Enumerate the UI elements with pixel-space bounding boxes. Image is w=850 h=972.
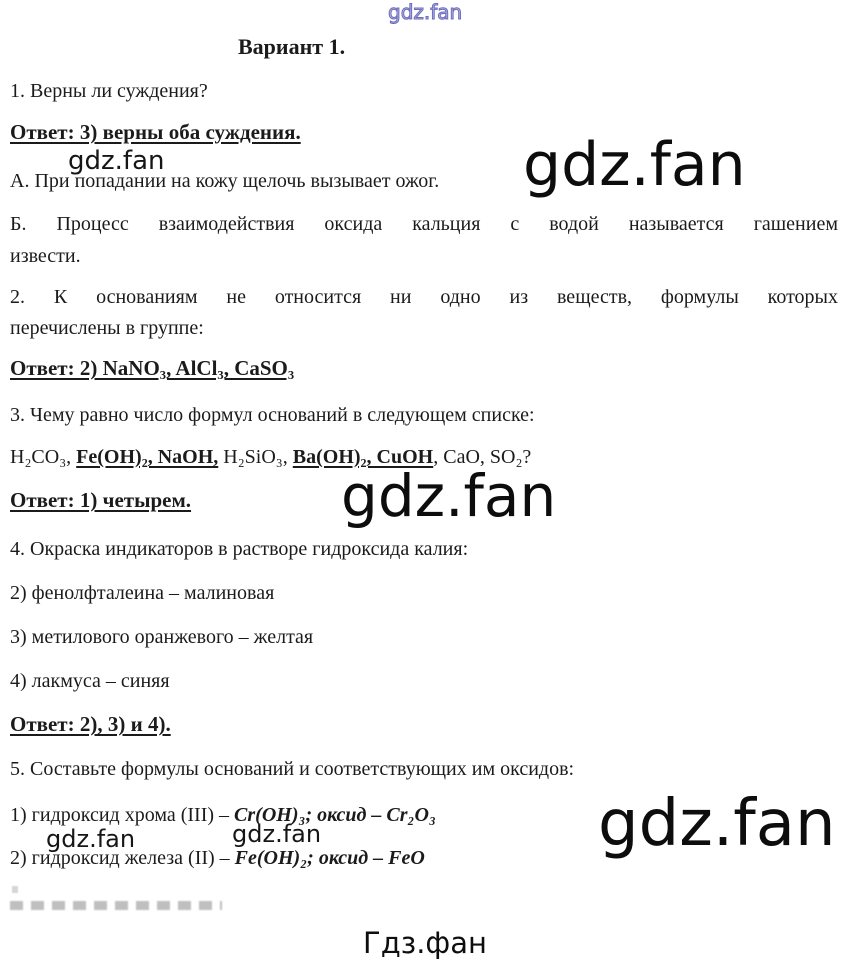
formula-segment-bold-underlined: Ba(OH)₂, CuOH: [292, 446, 434, 468]
answer-4: Ответ: 2), 3) и 4).: [10, 712, 171, 736]
footer-brand: Гдз.фан: [363, 926, 487, 960]
watermark-large-3: gdz.fan: [598, 787, 836, 861]
formula-segment-plain: H₂CO₃,: [10, 446, 77, 468]
scan-artifact-dot: [12, 886, 18, 893]
question-2-line1: 2. К основаниям не относится ни одно из веществ, формулы которых: [10, 286, 838, 308]
question-2-line2: перечислены в группе:: [10, 317, 204, 339]
question-1: 1. Верны ли суждения?: [10, 80, 208, 102]
item-formula: Fe(OH)₂; оксид – FeO: [234, 847, 425, 869]
watermark-large-2: gdz.fan: [341, 462, 557, 530]
question-3: 3. Чему равно число формул оснований в следующем списке:: [10, 404, 535, 426]
item-formula: Cr(OH)₃; оксид – Cr₂O₃: [234, 804, 436, 826]
question-4-option-4: 4) лакмуса – синяя: [10, 670, 170, 692]
formula-segment-bold-underlined: Fe(OH)₂, NaOH,: [76, 446, 219, 468]
page-title: Вариант 1.: [238, 34, 346, 59]
question-4-option-2: 2) фенолфталеина – малиновая: [10, 582, 275, 604]
answer-3: Ответ: 1) четырем.: [10, 488, 192, 512]
formula-segment-plain: H₂SiO₃,: [218, 446, 293, 468]
watermark-small-3: gdz.fan: [232, 820, 322, 848]
watermark-small-1: gdz.fan: [68, 146, 165, 176]
watermark-large-1: gdz.fan: [523, 130, 746, 200]
question-4: 4. Окраска индикаторов в растворе гидроксида калия:: [10, 538, 469, 560]
statement-b-line2: извести.: [10, 245, 81, 267]
question-4-option-3: 3) метилового оранжевого – желтая: [10, 626, 314, 648]
question-5: 5. Составьте формулы оснований и соответствующих им оксидов:: [10, 758, 575, 780]
answer-2: Ответ: 2) NaNO₃, AlCl₃, CaSO₃: [10, 356, 295, 380]
item-label: 1) гидроксид хрома (III) –: [10, 804, 235, 826]
statement-b-line1: Б. Процесс взаимодействия оксида кальция с водой называется гашением: [10, 213, 838, 235]
formula-segment-plain: , CaO, SO₂?: [433, 446, 532, 468]
watermark-top: gdz.fan: [388, 0, 463, 24]
watermark-small-2: gdz.fan: [46, 825, 136, 853]
cropped-text-remnant: [10, 901, 222, 910]
answer-1: Ответ: 3) верны оба суждения.: [10, 120, 301, 144]
item-label: 2) гидроксид железа (II) –: [10, 847, 235, 869]
statement-a: А. При попадании на кожу щелочь вызывает ожог.: [10, 170, 440, 192]
